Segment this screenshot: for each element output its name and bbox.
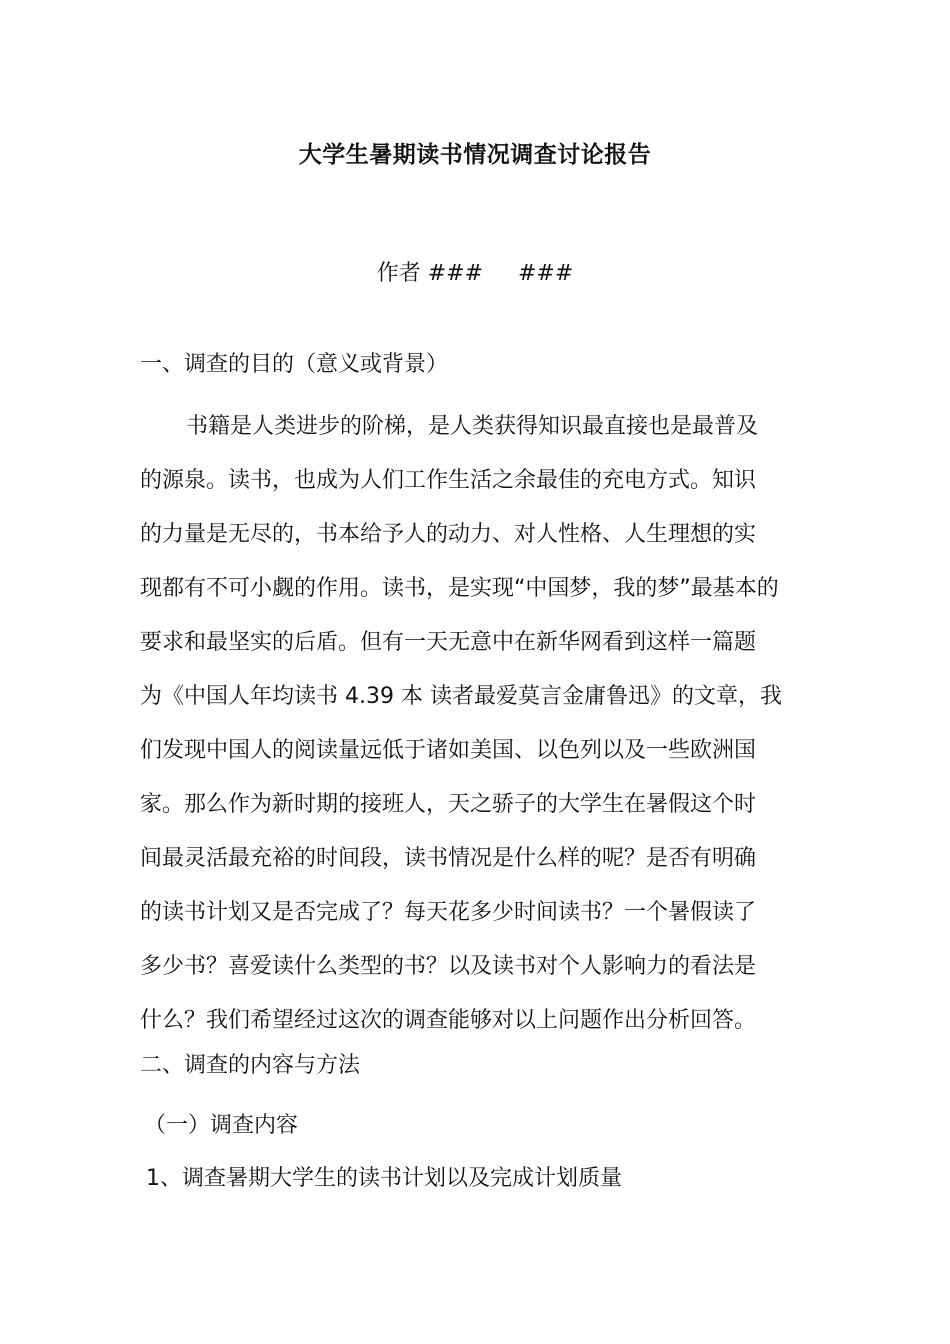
section-heading-purpose: 一、调查的目的（意义或背景） <box>140 352 449 377</box>
paragraph-background <box>140 400 810 1048</box>
paragraph-line: 多少书？喜爱读什么类型的书？以及读书对个人影响力的看法是 <box>140 954 757 979</box>
subsection-heading-content: （一）调查内容 <box>144 1113 299 1138</box>
paragraph-line: 为《中国人年均读书 4.39 本 读者最爱莫言金庸鲁迅》的文章，我 <box>140 684 782 709</box>
section-heading-content-method: 二、调查的内容与方法 <box>140 1053 361 1078</box>
paragraph-line: 间最灵活最充裕的时间段，读书情况是什么样的呢？是否有明确 <box>140 846 757 871</box>
paragraph-line: 什么？我们希望经过这次的调查能够对以上问题作出分析回答。 <box>140 1008 757 1033</box>
paragraph-line: 的源泉。读书，也成为人们工作生活之余最佳的充电方式。知识 <box>140 468 757 493</box>
document-title: 大学生暑期读书情况调查讨论报告 <box>298 142 652 168</box>
paragraph-line: 的读书计划又是否完成了？每天花多少时间读书？一个暑假读了 <box>140 900 757 925</box>
paragraph-line: 要求和最坚实的后盾。但有一天无意中在新华网看到这样一篇题 <box>140 630 757 655</box>
paragraph-line: 书籍是人类进步的阶梯，是人类获得知识最直接也是最普及 <box>186 414 759 439</box>
list-item: 1、调查暑期大学生的读书计划以及完成计划质量 <box>146 1166 622 1191</box>
paragraph-line: 们发现中国人的阅读量远低于诸如美国、以色列以及一些欧洲国 <box>140 738 757 763</box>
author-line: 作者 ### ### <box>376 261 574 286</box>
paragraph-line: 的力量是无尽的，书本给予人的动力、对人性格、人生理想的实 <box>140 522 757 547</box>
paragraph-line: 现都有不可小觑的作用。读书，是实现“中国梦，我的梦”最基本的 <box>140 576 779 601</box>
paragraph-line: 家。那么作为新时期的接班人，天之骄子的大学生在暑假这个时 <box>140 792 757 817</box>
